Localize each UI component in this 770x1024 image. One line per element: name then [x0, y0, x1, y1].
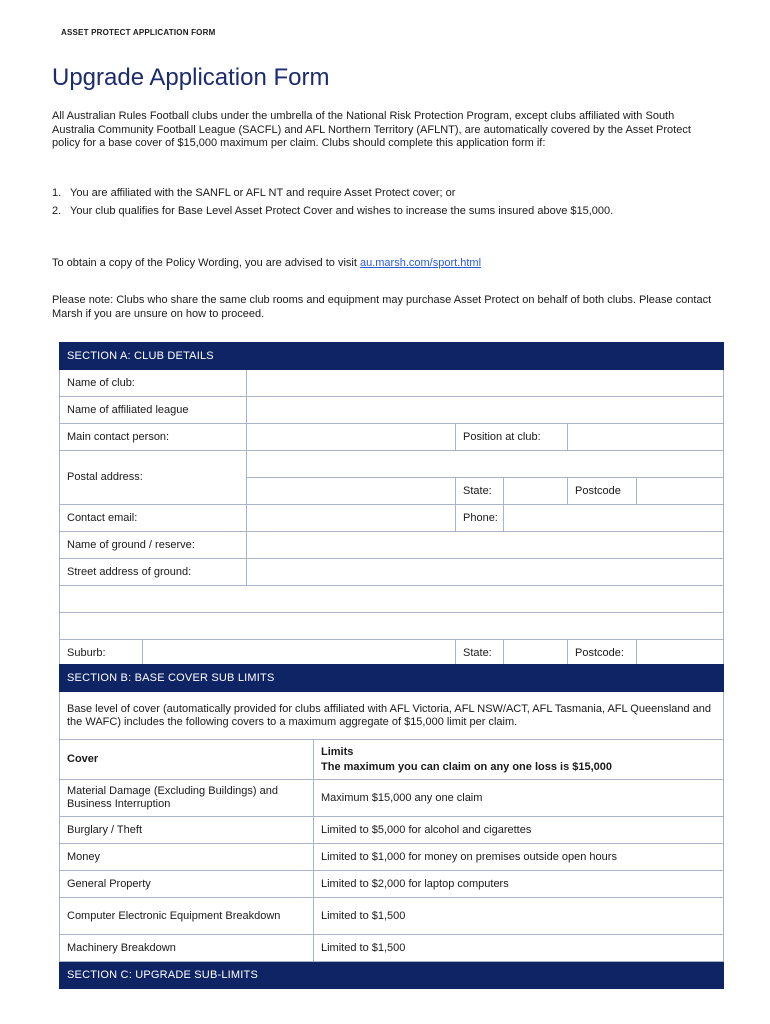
phone-label: Phone: [456, 505, 504, 532]
policy-wording-line [52, 257, 717, 271]
club-name-field[interactable] [247, 370, 724, 397]
limit-row-general-property: Limited to $2,000 for laptop computers [314, 871, 724, 898]
cover-row-general-property: General Property [60, 871, 314, 898]
ground-name-field[interactable] [247, 532, 724, 559]
limits-header-title: Limits [321, 745, 354, 758]
section-c-heading: SECTION C: UPGRADE SUB-LIMITS [60, 962, 724, 989]
cover-row-machinery: Machinery Breakdown [60, 935, 314, 962]
club-details-table [59, 342, 724, 667]
league-field[interactable] [247, 397, 724, 424]
suburb-label: Suburb: [60, 640, 143, 667]
condition-item [52, 187, 692, 201]
limit-row-computer-equipment: Limited to $1,500 [314, 898, 724, 935]
condition-item [52, 205, 692, 219]
contact-email-field[interactable] [247, 505, 456, 532]
postal-state-label: State: [456, 478, 504, 505]
postal-address-label: Postal address: [60, 451, 247, 505]
cover-row-money: Money [60, 844, 314, 871]
ground-postcode-field[interactable] [637, 640, 724, 667]
policy-wording-link[interactable]: au.marsh.com/sport.html [359, 257, 482, 269]
limit-row-machinery: Limited to $1,500 [314, 935, 724, 962]
postal-address-field[interactable] [247, 451, 724, 478]
postal-address-field-line-2[interactable] [247, 478, 456, 505]
ground-name-label: Name of ground / reserve: [60, 532, 247, 559]
postal-state-field[interactable] [504, 478, 568, 505]
street-address-field-line-3[interactable] [60, 613, 724, 640]
policy-wording-text: To obtain a copy of the Policy Wording, you are advised to visit [52, 257, 360, 269]
limit-row-burglary: Limited to $5,000 for alcohol and cigarettes [314, 817, 724, 844]
condition-text: Your club qualifies for Base Level Asset Protect Cover and wishes to increase the sums insured above $15,000. [70, 204, 614, 217]
cover-row-computer-equipment: Computer Electronic Equipment Breakdown [60, 898, 314, 935]
condition-number: 1. [52, 187, 62, 199]
ground-state-label: State: [456, 640, 504, 667]
position-label: Position at club: [456, 424, 568, 451]
street-address-field-line-2[interactable] [60, 586, 724, 613]
street-address-label: Street address of ground: [60, 559, 247, 586]
page-title: Upgrade Application Form [52, 64, 330, 91]
ground-state-field[interactable] [504, 640, 568, 667]
cover-row-material-damage: Material Damage (Excluding Buildings) and Business Interruption [60, 780, 314, 817]
club-name-label: Name of club: [60, 370, 247, 397]
condition-number: 2. [52, 204, 62, 217]
note-paragraph: Please note: Clubs who share the same club rooms and equipment may purchase Asset Protect on behalf of both clubs. Please contact Marsh if you are unsure on how to proceed. [52, 294, 712, 320]
section-b-heading: SECTION B: BASE COVER SUB LIMITS [60, 665, 724, 692]
contact-person-field[interactable] [247, 424, 456, 451]
phone-field[interactable] [504, 505, 724, 532]
base-cover-table [59, 664, 724, 989]
league-label: Name of affiliated league [60, 397, 247, 424]
limit-row-material-damage: Maximum $15,000 any one claim [314, 780, 724, 817]
ground-postcode-label: Postcode: [568, 640, 637, 667]
cover-column-header: Cover [60, 740, 314, 780]
limits-column-header [314, 740, 724, 780]
conditions-list [52, 187, 692, 222]
section-a-heading: SECTION A: CLUB DETAILS [60, 343, 724, 370]
postal-postcode-field[interactable] [637, 478, 724, 505]
condition-text: You are affiliated with the SANFL or AFL NT and require Asset Protect cover; or [70, 187, 456, 199]
contact-person-label: Main contact person: [60, 424, 247, 451]
cover-row-burglary: Burglary / Theft [60, 817, 314, 844]
intro-paragraph: All Australian Rules Football clubs under the umbrella of the National Risk Protection Program, except clubs affiliated with South Australia Community Football League (SACFL) and AFL Northern Territory (AFLNT), are automatically covered by the Asset Protect policy for a base cover of $15,000 maximum per claim. Clubs should complete this application form if: [52, 110, 691, 149]
contact-email-label: Contact email: [60, 505, 247, 532]
street-address-field[interactable] [247, 559, 724, 586]
limit-row-money: Limited to $1,000 for money on premises outside open hours [314, 844, 724, 871]
section-b-description: Base level of cover (automatically provided for clubs affiliated with AFL Victoria, AFL NSW/ACT, AFL Tasmania, AFL Queensland and the WAFC) includes the following covers to a maximum aggregate of $15,000 limit per claim. [60, 692, 724, 740]
limits-header-subtitle: The maximum you can claim on any one loss is $15,000 [321, 760, 613, 773]
document-header: ASSET PROTECT APPLICATION FORM [61, 28, 216, 37]
suburb-field[interactable] [143, 640, 456, 667]
postal-postcode-label: Postcode [568, 478, 637, 505]
position-field[interactable] [568, 424, 724, 451]
